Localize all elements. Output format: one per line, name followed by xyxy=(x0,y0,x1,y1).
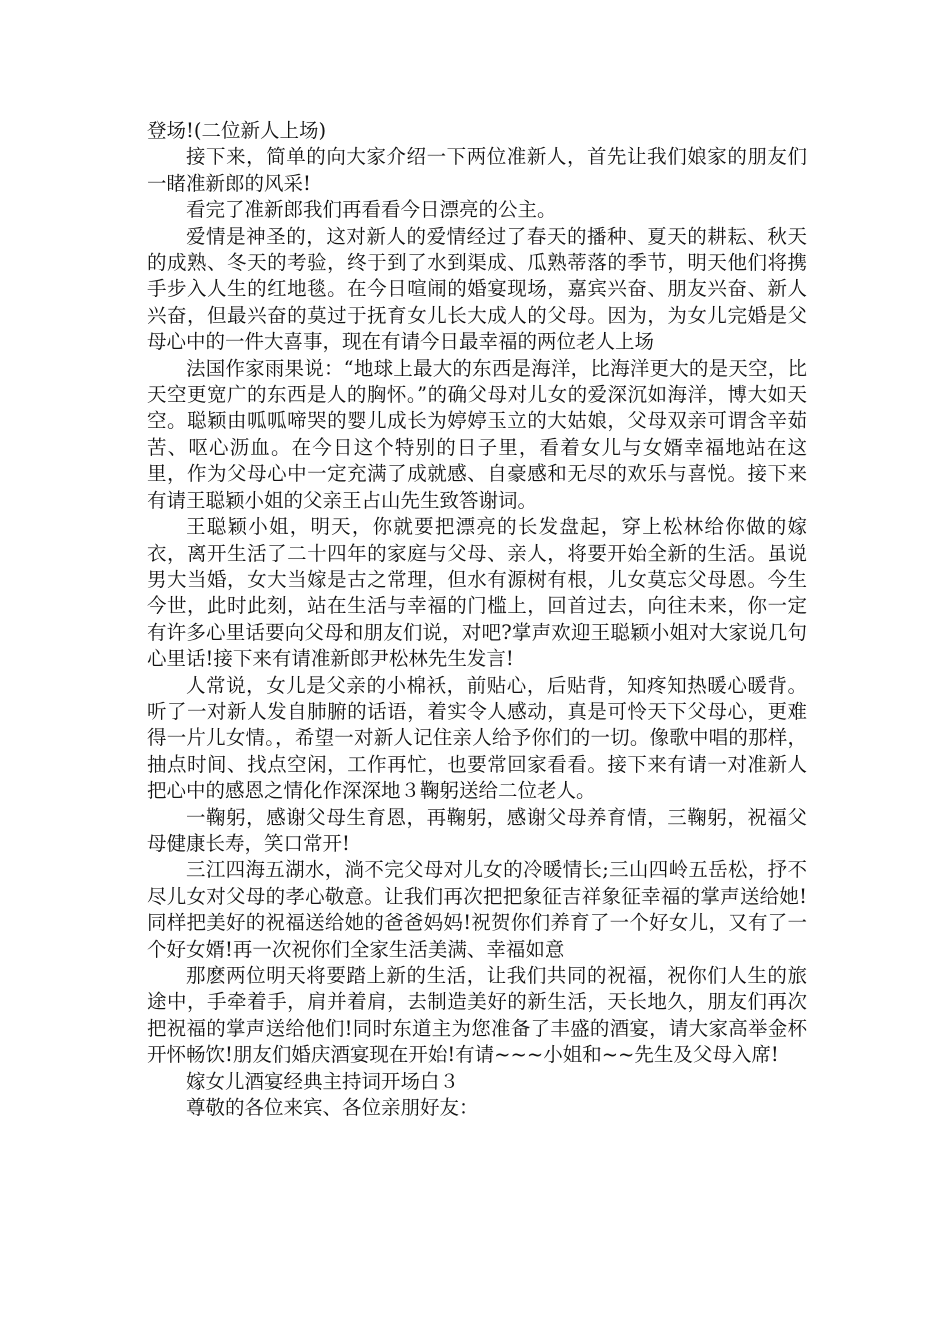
paragraph: 一鞠躬，感谢父母生育恩，再鞠躬，感谢父母养育情，三鞠躬，祝福父母健康长寿，笑口常开! xyxy=(147,805,807,855)
paragraph: 接下来，简单的向大家介绍一下两位准新人，首先让我们娘家的朋友们一睹准新郎的风采! xyxy=(147,145,807,195)
paragraph: 人常说，女儿是父亲的小棉袄，前贴心，后贴背，知疼知热暖心暖背。听了一对新人发自肺腑的话语，着实令人感动，真是可怜天下父母心，更难得一片儿女情。，希望一对新人记住亲人给予你们的一切。像歌中唱的那样，抽点时间、找点空闲，工作再忙，也要常回家看看。接下来有请一对准新人把心中的感恩之情化作深深地３鞠躬送给二位老人。 xyxy=(147,673,807,803)
paragraph: 王聪颖小姐，明天，你就要把漂亮的长发盘起，穿上松林给你做的嫁衣，离开生活了二十四年的家庭与父母、亲人，将要开始全新的生活。虽说男大当婚，女大当嫁是古之常理，但水有源树有根，儿女莫忘父母恩。今生今世，此时此刻，站在生活与幸福的门槛上，回首过去，向往未来，你一定有许多心里话要向父母和朋友们说，对吧?掌声欢迎王聪颖小姐对大家说几句心里话!接下来有请准新郎尹松林先生发言! xyxy=(147,515,807,671)
paragraph: 法国作家雨果说：“地球上最大的东西是海洋，比海洋更大的是天空，比天空更宽广的东西是人的胸怀。”的确父母对儿女的爱深沉如海洋，博大如天空。聪颖由呱呱啼哭的婴儿成长为婷婷玉立的大姑娘，父母双亲可谓含辛茹苦、呕心沥血。在今日这个特别的日子里，看着女儿与女婿幸福地站在这里，作为父母心中一定充满了成就感、自豪感和无尽的欢乐与喜悦。接下来有请王聪颖小姐的父亲王占山先生致答谢词。 xyxy=(147,356,807,512)
section-heading: 嫁女儿酒宴经典主持词开场白３ xyxy=(186,1069,460,1093)
paragraph: 那麽两位明天将要踏上新的生活，让我们共同的祝福，祝你们人生的旅途中，手牵着手，肩并着肩，去制造美好的新生活，天长地久，朋友们再次把祝福的掌声送给他们!同时东道主为您准备了丰盛的酒宴，请大家高举金杯开怀畅饮!朋友们婚庆酒宴现在开始!有请~~~小姐和~~先生及父母入席! xyxy=(147,964,807,1067)
document-body xyxy=(147,118,807,1121)
paragraph: 三江四海五湖水，淌不完父母对儿女的冷暖情长;三山四岭五岳松，抒不尽儿女对父母的孝心敬意。让我们再次把把象征吉祥象征幸福的掌声送给她!同样把美好的祝福送给她的爸爸妈妈!祝贺你们养育了一个好女儿，又有了一个好女婿!再一次祝你们全家生活美满、幸福如意 xyxy=(147,858,807,961)
paragraph: 看完了准新郎我们再看看今日漂亮的公主。 xyxy=(186,198,557,222)
salutation: 尊敬的各位来宾、各位亲朋好友： xyxy=(186,1096,479,1120)
paragraph: 爱情是神圣的，这对新人的爱情经过了春天的播种、夏天的耕耘、秋天的成熟、冬天的考验，终于到了水到渠成、瓜熟蒂落的季节，明天他们将携手步入人生的红地毯。在今日喧闹的婚宴现场，嘉宾兴奋、朋友兴奋、新人兴奋，但最兴奋的莫过于抚育女儿长大成人的父母。因为，为女儿完婚是父母心中的一件大喜事，现在有请今日最幸福的两位老人上场 xyxy=(147,224,807,354)
paragraph: 登场!(二位新人上场) xyxy=(147,119,327,142)
